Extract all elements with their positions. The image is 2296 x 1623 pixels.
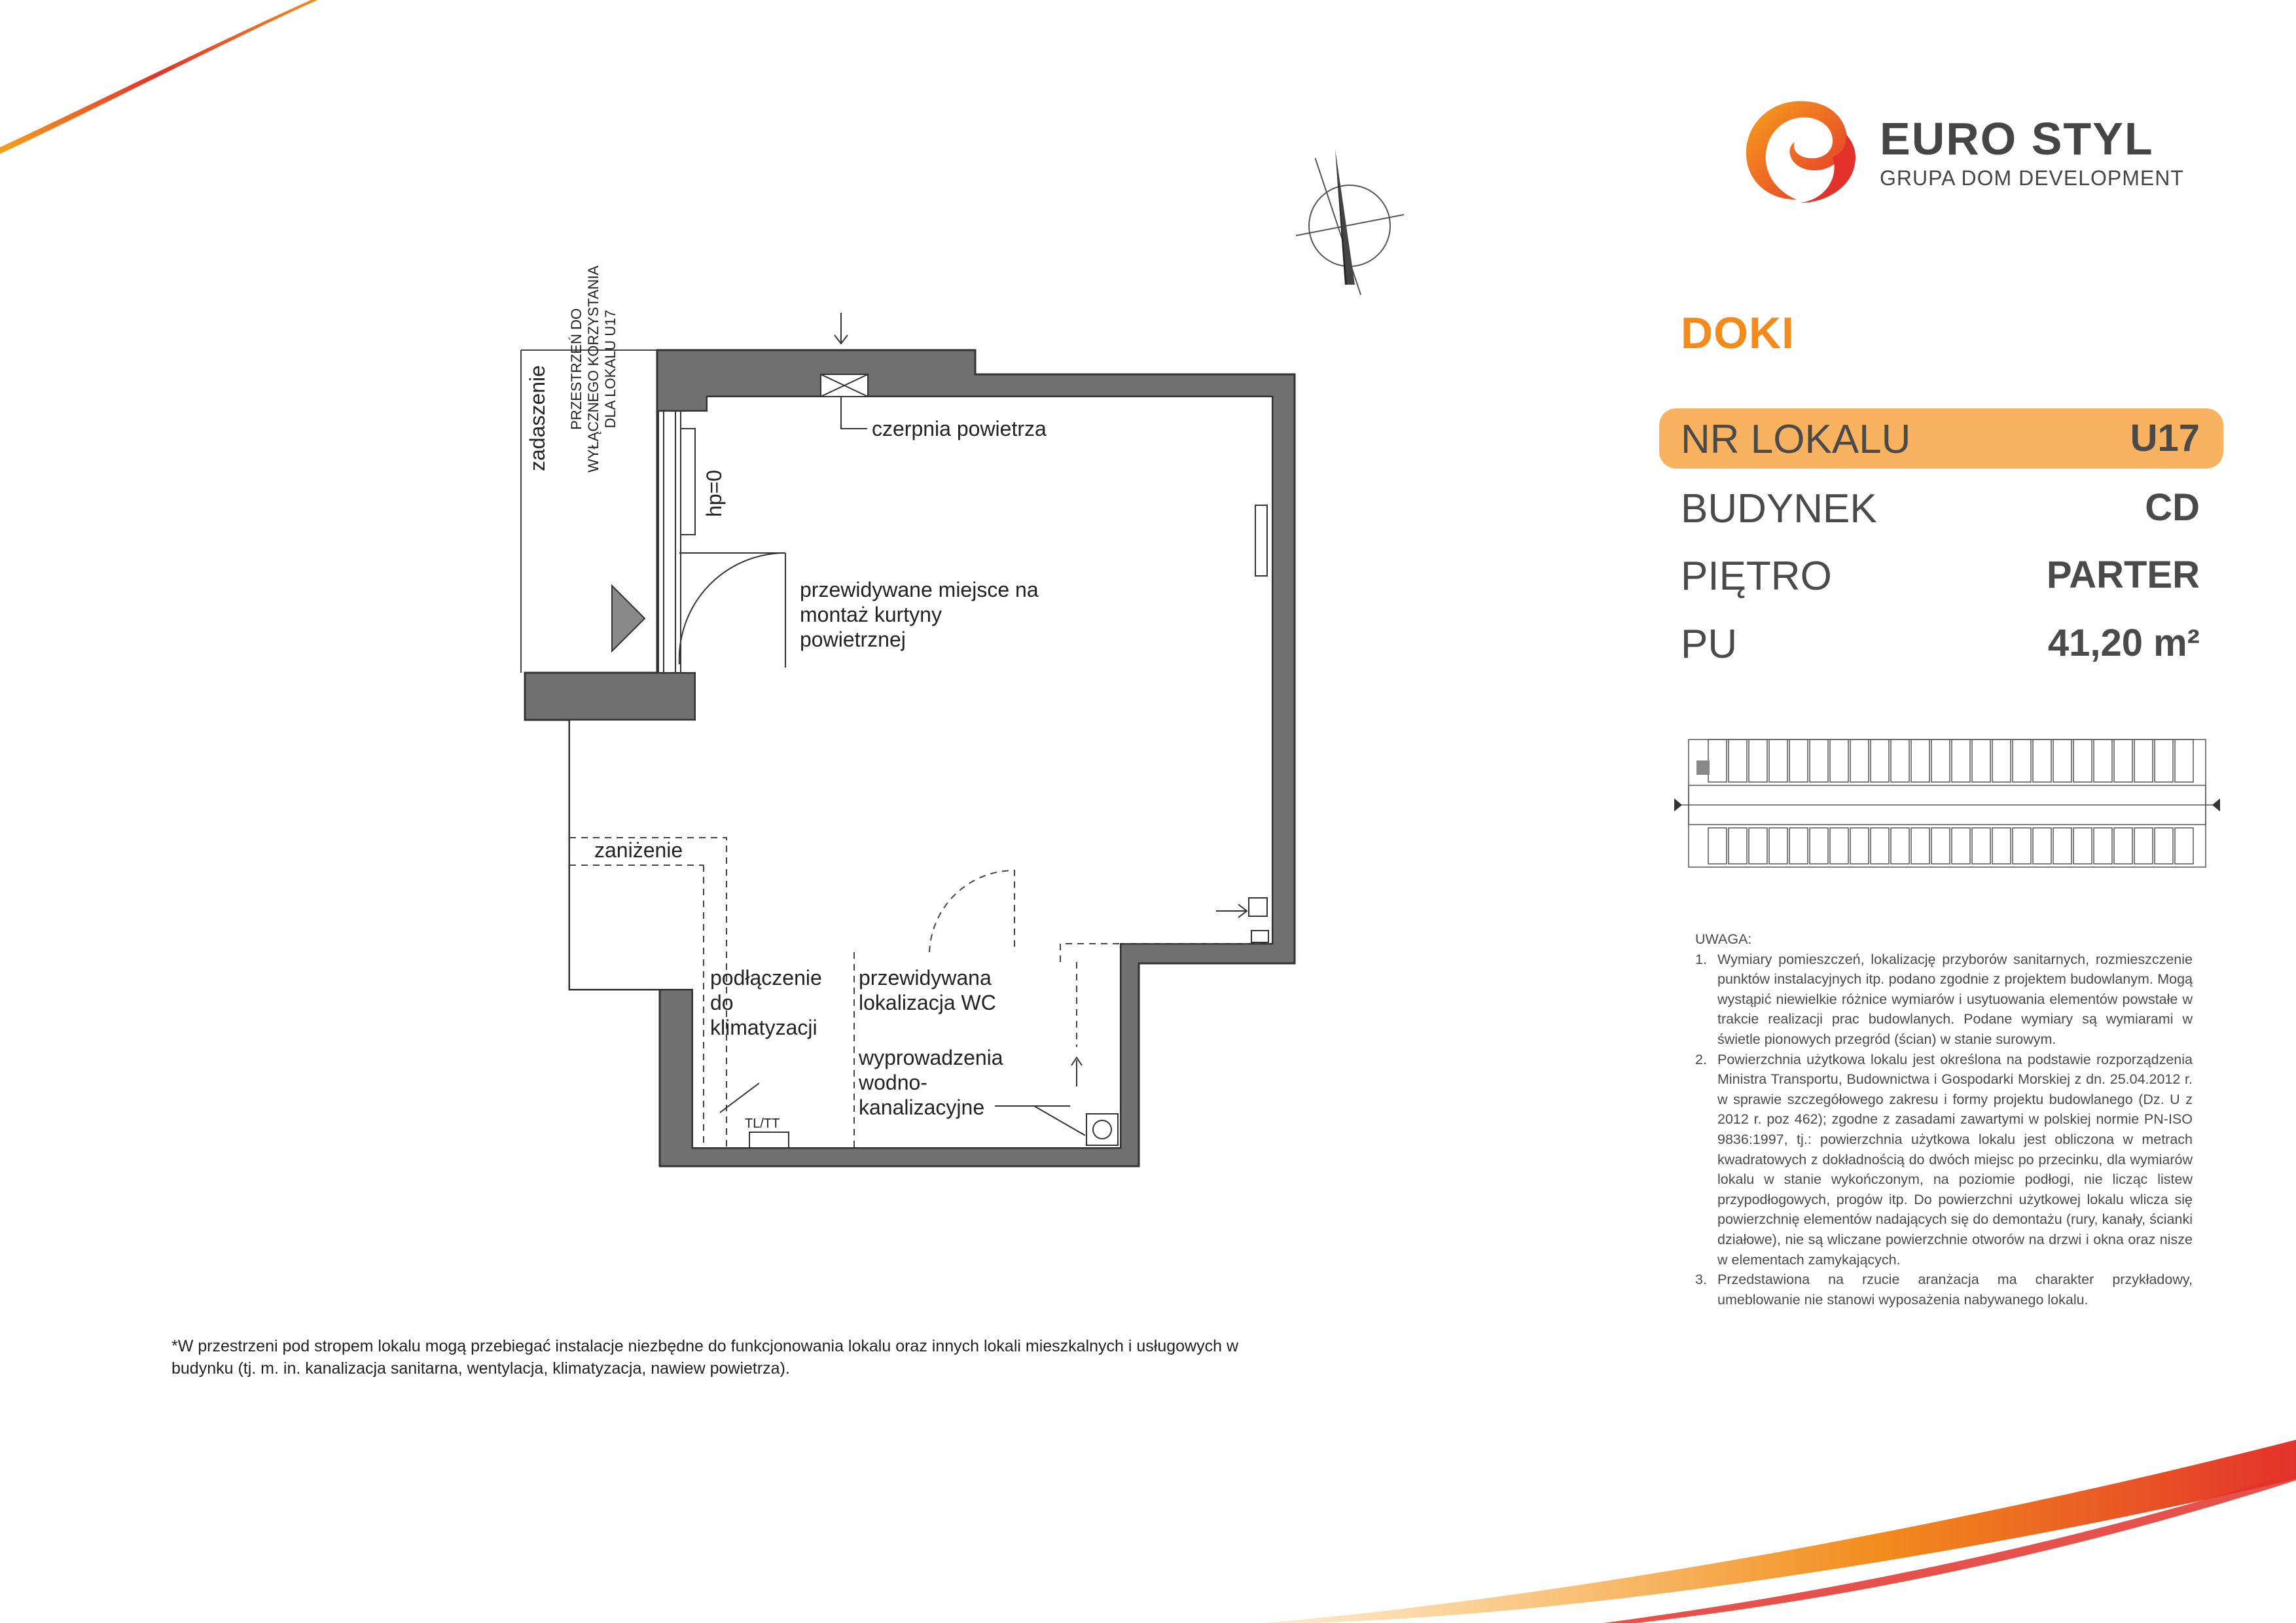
footnote: *W przestrzeni pod stropem lokalu mogą przebiegać instalacje niezbędne do funkcjonowania lokalu oraz innych lokali mieszkalnych i usługowych w budynku (tj. m. in. kanalizacja sanitarna, wentylacja, klimatyzacja, nawiew powietrza). — [171, 1337, 1239, 1378]
brand-name: EURO STYL — [1880, 113, 2154, 164]
note-number: 2. — [1695, 1051, 1707, 1067]
plan-label-air-curtain — [800, 577, 1039, 652]
info-value: CD — [2145, 486, 2200, 529]
info-label: NR LOKALU — [1681, 417, 1911, 462]
info-label: PU — [1681, 622, 1738, 667]
plan-label-line: WYŁĄCZNEGO KORZYSTANIA — [585, 265, 601, 473]
info-value: 41,20 m² — [2047, 622, 2200, 664]
notes-block — [1695, 929, 2193, 1310]
plan-label-line: klimatyzacji — [710, 1016, 817, 1039]
note-number: 3. — [1695, 1272, 1707, 1288]
plan-label-line: wodno- — [859, 1071, 927, 1094]
plan-label-lowered-ceiling: zaniżenie — [594, 838, 683, 862]
plan-label-exclusive-space — [568, 266, 619, 473]
info-value: U17 — [2130, 417, 2200, 459]
plan-label-air-intake: czerpnia powietrza — [872, 417, 1047, 440]
brand-subtitle: GRUPA DOM DEVELOPMENT — [1880, 166, 2184, 190]
plan-label-water-outlets — [859, 1045, 1003, 1120]
plan-label-line: DLA LOKALU U17 — [602, 310, 619, 429]
info-label: BUDYNEK — [1681, 486, 1877, 531]
plan-label-line: wyprowadzenia — [859, 1046, 1003, 1069]
note-text: Przedstawiona na rzucie aranżacja ma charakter przykładowy, umeblowanie nie stanowi wyposażenia nabywanego lokalu. — [1717, 1272, 2193, 1308]
plan-label-line: powietrznej — [800, 628, 906, 651]
plan-label-canopy: zadaszenie — [526, 365, 549, 471]
note-text: Wymiary pomieszczeń, lokalizację przyborów sanitarnych, rozmieszczenie punktów instalacyjnych itp. podano zgodnie z projektem budowlanym. Mogą wystąpić niewielkie różnice wymiarów i usytuowania elementów powstałe w trakcie realizacji prac budowlanych. Podane wymiary są wymiarami w świetle pionowych przegród (ścian) w stanie surowym. — [1717, 951, 2193, 1047]
plan-label-line: kanalizacyjne — [859, 1096, 985, 1119]
plan-label-line: przewidywana — [859, 966, 992, 990]
plan-label-ac-connection — [710, 965, 822, 1040]
plan-label-line: PRZESTRZEŃ DO — [568, 308, 584, 430]
note-item — [1695, 1270, 2193, 1310]
notes-title: UWAGA: — [1695, 931, 1752, 947]
plan-label-line: podłączenie — [710, 966, 822, 990]
plan-label-tl-tt: TL/TT — [745, 1116, 780, 1131]
plan-label-line: lokalizacja WC — [859, 991, 996, 1014]
note-item — [1695, 950, 2193, 1050]
note-item — [1695, 1050, 2193, 1270]
plan-label-height: hp=0 — [702, 469, 726, 517]
plan-label-wc-location — [859, 965, 996, 1015]
project-name: DOKI — [1681, 308, 1795, 358]
plan-label-line: montaż kurtyny — [800, 603, 942, 626]
info-value: PARTER — [2046, 554, 2200, 596]
plan-label-line: przewidywane miejsce na — [800, 578, 1039, 601]
entry-arrow-icon — [612, 586, 645, 651]
info-label: PIĘTRO — [1681, 554, 1832, 599]
note-number: 1. — [1695, 951, 1707, 967]
note-text: Powierzchnia użytkowa lokalu jest określona na podstawie rozporządzenia Ministra Transportu, Budownictwa i Gospodarki Morskiej z dn. 25.04.2012 r. w sprawie szczegółowego zakresu i formy projektu budowlanego (Dz. U z 2012 r. poz 462); zgodne z zasadami zawartymi w polskiej normie PN-ISO 9836:1997, tj.: powierzchnia użytkowa lokalu jest obliczona w metrach kwadratowych z dokładnością do dwóch miejsc po przecinku, dla wymiarów lokalu w stanie wykończonym, na poziomie podłogi, nie licząc listew przypodłogowych, progów itp. Do powierzchni użytkowej lokalu wlicza się powierzchnię elementów nadających się do demontażu (rury, kanały, ścianki działowe), nie są wliczane powierzchnie otworów na drzwi i okna oraz nisze w elementach zamykających. — [1717, 1051, 2193, 1268]
plan-label-line: do — [710, 991, 734, 1014]
